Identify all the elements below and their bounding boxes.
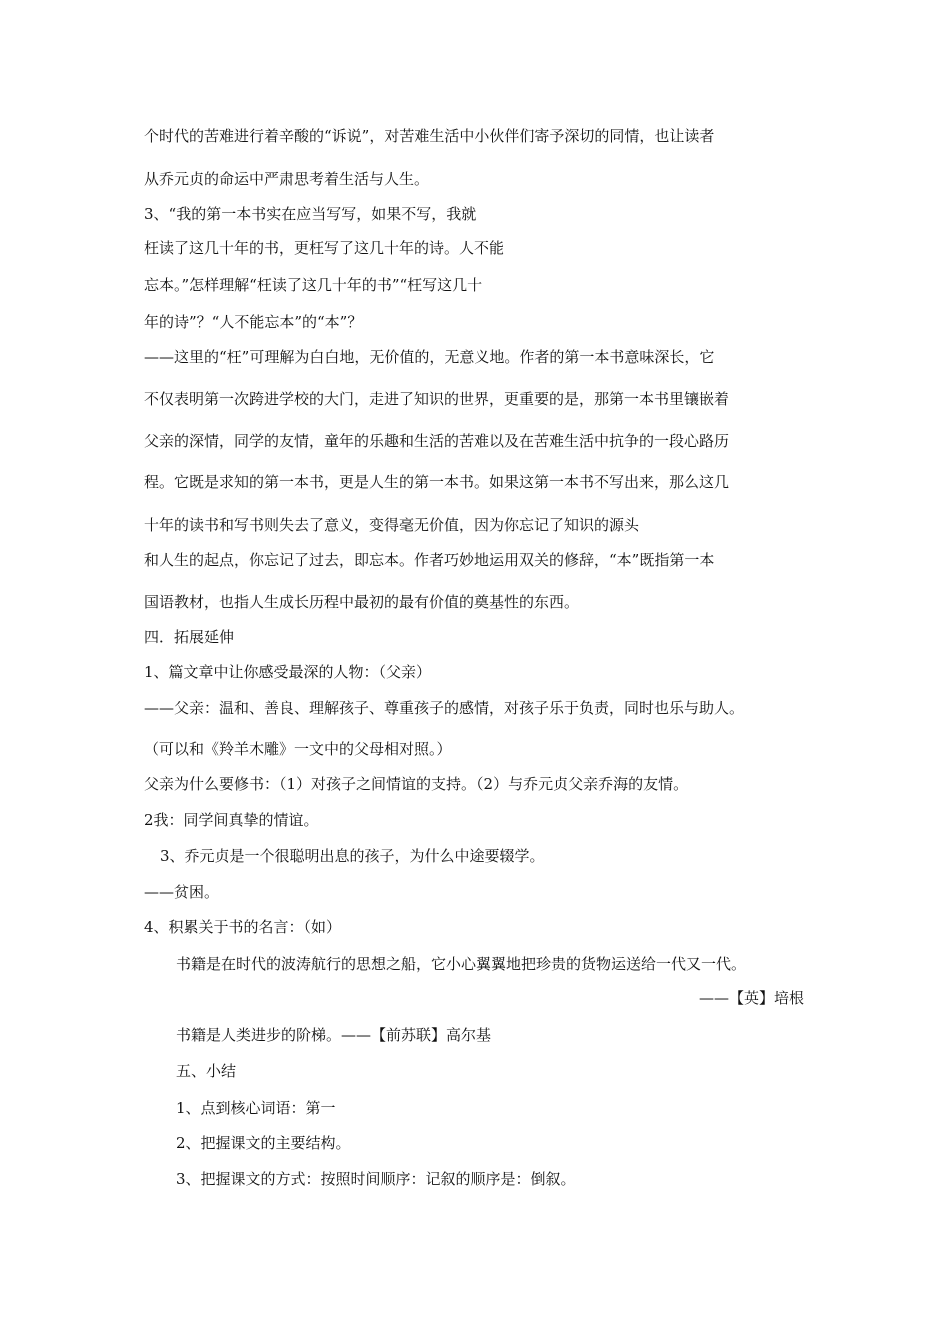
- text-line: 枉读了这几十年的书，更枉写了这几十年的诗。人不能: [144, 239, 505, 257]
- text-line: 1、篇文章中让你感受最深的人物：（父亲）: [144, 663, 432, 681]
- text-line: 不仅表明第一次跨进学校的大门，走进了知识的世界，更重要的是，那第一本书里镶嵌着: [144, 390, 730, 408]
- text-line: 个时代的苦难进行着辛酸的“诉说”，对苦难生活中小伙伴们寄予深切的同情，也让读者: [144, 127, 715, 145]
- text-line: （可以和《羚羊木雕》一文中的父母相对照。）: [144, 740, 452, 758]
- text-line: 2我：同学间真挚的情谊。: [144, 811, 319, 829]
- text-line: 1、点到核心词语：第一: [176, 1099, 336, 1117]
- text-line: 忘本。”怎样理解“枉读了这几十年的书”“枉写这几十: [144, 276, 483, 294]
- text-line: 3、乔元贞是一个很聪明出息的孩子，为什么中途要辍学。: [160, 847, 545, 865]
- text-line: ——这里的“枉”可理解为白白地，无价值的，无意义地。作者的第一本书意味深长，它: [144, 348, 715, 366]
- text-line: 3、把握课文的方式：按照时间顺序：记叙的顺序是：倒叙。: [176, 1170, 576, 1188]
- text-line: ——贫困。: [144, 883, 220, 901]
- text-line: 和人生的起点，你忘记了过去，即忘本。作者巧妙地运用双关的修辞，“本”既指第一本: [144, 551, 715, 569]
- text-line: 父亲的深情，同学的友情，童年的乐趣和生活的苦难以及在苦难生活中抗争的一段心路历: [144, 432, 730, 450]
- section-heading: 四．拓展延伸: [144, 628, 235, 646]
- text-line: 十年的读书和写书则失去了意义，变得毫无价值，因为你忘记了知识的源头: [144, 516, 640, 534]
- quote-line: 书籍是人类进步的阶梯。——【前苏联】高尔基: [176, 1026, 492, 1044]
- text-line: 3、“我的第一本书实在应当写写，如果不写，我就: [144, 205, 477, 223]
- text-line: ——父亲：温和、善良、理解孩子、尊重孩子的感情，对孩子乐于负责，同时也乐与助人。: [144, 699, 745, 717]
- text-line: 4、积累关于书的名言：（如）: [144, 918, 342, 936]
- text-line: 2、把握课文的主要结构。: [176, 1134, 351, 1152]
- quote-line: 书籍是在时代的波涛航行的思想之船，它小心翼翼地把珍贵的货物运送给一代又一代。: [176, 955, 747, 973]
- text-line: 从乔元贞的命运中严肃思考着生活与人生。: [144, 170, 430, 188]
- text-line: 父亲为什么要修书：（1）对孩子之间情谊的支持。（2）与乔元贞父亲乔海的友情。: [144, 775, 689, 793]
- quote-attribution: ——【英】培根: [698, 989, 804, 1007]
- text-line: 年的诗”？“人不能忘本”的“本”？: [144, 313, 363, 331]
- text-line: 程。它既是求知的第一本书，更是人生的第一本书。如果这第一本书不写出来，那么这几: [144, 473, 730, 491]
- text-line: 国语教材，也指人生成长历程中最初的最有价值的奠基性的东西。: [144, 593, 580, 611]
- section-heading: 五、小结: [176, 1062, 237, 1080]
